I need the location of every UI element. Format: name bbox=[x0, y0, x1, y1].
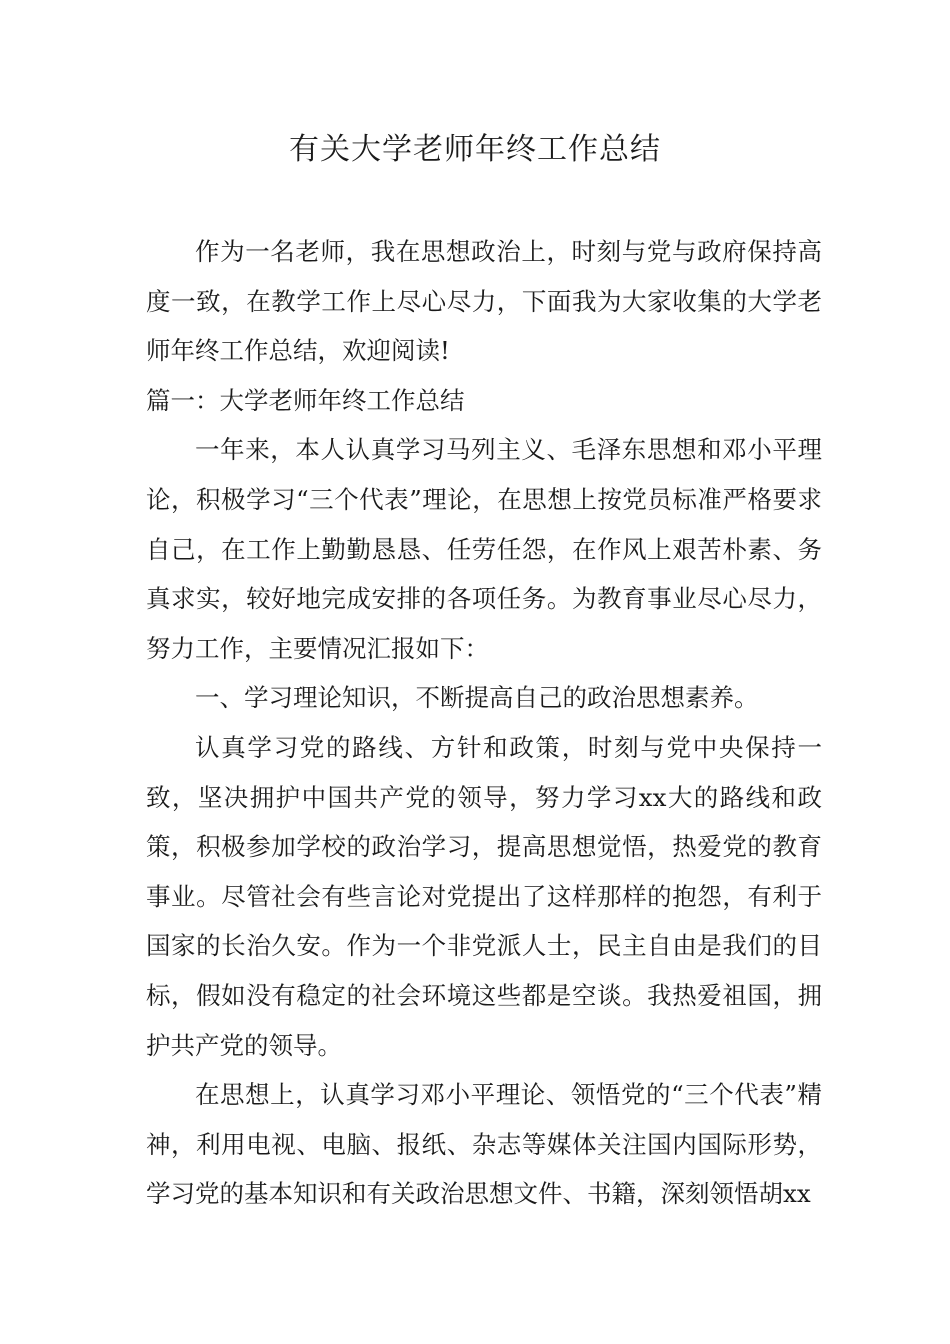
body-paragraph: 认真学习党的路线、方针和政策，时刻与党中央保持一致，坚决拥护中国共产党的领导，努力学习xx大的路线和政策，积极参加学校的政治学习，提高思想觉悟，热爱党的教育事业。尽管社会有些言论对党提出了这样那样的抱怨，有利于国家的长治久安。作为一个非党派人士，民主自由是我们的目标，假如没有稳定的社会环境这些都是空谈。我热爱祖国，拥护共产党的领导。 bbox=[146, 732, 822, 1060]
intro-paragraph: 作为一名老师，我在思想政治上，时刻与党与政府保持高度一致，在教学工作上尽心尽力，下面我为大家收集的大学老师年终工作总结，欢迎阅读! bbox=[146, 237, 822, 366]
body-paragraph: 一年来，本人认真学习马列主义、毛泽东思想和邓小平理论，积极学习“三个代表”理论，在思想上按党员标准严格要求自己，在工作上勤勤恳恳、任劳任怨，在作风上艰苦朴素、务真求实，较好地完成安排的各项任务。为教育事业尽心尽力，努力工作，主要情况汇报如下： bbox=[146, 435, 822, 663]
document-body bbox=[146, 227, 822, 1219]
subsection-heading: 一、学习理论知识，不断提高自己的政治思想素养。 bbox=[195, 683, 759, 713]
body-paragraph: 在思想上，认真学习邓小平理论、领悟党的“三个代表”精神，利用电视、电脑、报纸、杂志等媒体关注国内国际形势，学习党的基本知识和有关政治思想文件、书籍，深刻领悟胡xx bbox=[146, 1080, 822, 1209]
document-title: 有关大学老师年终工作总结 bbox=[289, 132, 661, 167]
section-heading: 篇一：大学老师年终工作总结 bbox=[146, 385, 465, 415]
